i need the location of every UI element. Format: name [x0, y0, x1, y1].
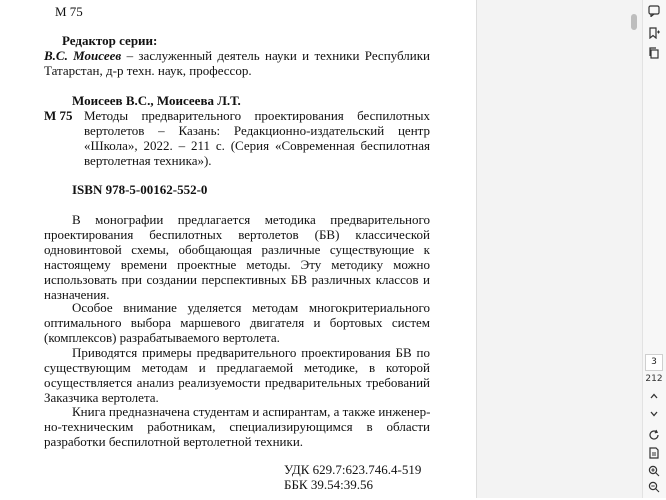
comment-icon[interactable] — [644, 4, 664, 24]
citation-line-3: «Школа», 2022. – 211 с. (Серия «Современная беспилотная — [84, 138, 430, 153]
chevron-down-icon[interactable] — [644, 406, 664, 426]
editor-line-1 — [44, 48, 430, 63]
editor-line-2: Татарстан, д-р техн. наук, профессор. — [44, 63, 252, 78]
scrollbar-thumb[interactable] — [631, 14, 637, 30]
paragraph-2-line-2: оптимального выбора маршевого двигателя и бортовых систем — [44, 315, 430, 330]
index-mark: М 75 — [44, 108, 73, 123]
citation-line-4: вертолетная техника»). — [84, 153, 212, 168]
chevron-up-icon[interactable] — [644, 388, 664, 408]
paragraph-1-line-5: использовать при создании перспективных БВ различных классов и — [44, 272, 430, 287]
bbk-code: ББК 39.54:39.56 — [284, 477, 373, 492]
paragraph-1-line-2: проектирования беспилотных вертолетов (БВ) классической — [44, 227, 430, 242]
paragraph-4-line-1: Книга предназначена студентам и аспирантам, а также инженер- — [72, 404, 431, 419]
paragraph-3-line-4: Заказчика вертолета. — [44, 390, 159, 405]
copy-icon[interactable] — [644, 46, 664, 66]
editor-name: В.С. Моисеев — [44, 48, 122, 63]
udk-code: УДК 629.7:623.746.4-519 — [284, 462, 422, 477]
paragraph-1-line-1: В монографии предлагается методика предварительного — [72, 212, 430, 227]
current-page-input[interactable]: 3 — [645, 354, 663, 371]
save-icon[interactable] — [644, 446, 664, 466]
editor-description: – заслуженный деятель науки и техники Республики — [121, 48, 430, 63]
paragraph-1-line-6: назначения. — [44, 287, 110, 302]
citation-line-2: вертолетов – Казань: Редакционно-издательский центр — [84, 123, 430, 138]
paragraph-1-line-3: одновинтовой схемы, обобщающая различные существующие к — [44, 242, 430, 257]
total-pages: 212 — [645, 374, 663, 384]
isbn: ISBN 978-5-00162-552-0 — [72, 182, 208, 197]
paragraph-3-line-1: Приводятся примеры предварительного проектирования БВ по — [72, 345, 430, 360]
paragraph-3-line-3: осуществляется анализ реализуемости предварительных требований — [44, 375, 430, 390]
rotate-icon[interactable] — [644, 428, 664, 448]
zoom-out-icon[interactable] — [644, 480, 664, 500]
document-code: М 75 — [55, 4, 83, 19]
paragraph-1-line-4: настоящему времени проектные методы. Эту методику можно — [44, 257, 430, 272]
editor-heading: Редактор серии: — [62, 33, 158, 48]
bookmark-icon[interactable] — [644, 26, 664, 46]
paragraph-4-line-2: но-техническим работникам, специализирующимся в области — [44, 419, 430, 434]
paragraph-4-line-3: разработки беспилотной вертолетной техники. — [44, 434, 304, 449]
citation-line-1: Методы предварительного проектирования беспилотных — [84, 108, 430, 123]
viewer-background — [476, 0, 643, 498]
vertical-scrollbar[interactable] — [630, 12, 638, 492]
paragraph-2-line-3: (комплексов) разрабатываемого вертолета. — [44, 330, 280, 345]
authors: Моисеев В.С., Моисеева Л.Т. — [72, 93, 241, 108]
paragraph-3-line-2: существующим методам и предлагаемой методике, в которой — [44, 360, 430, 375]
paragraph-2-line-1: Особое внимание уделяется методам многокритериального — [72, 300, 430, 315]
